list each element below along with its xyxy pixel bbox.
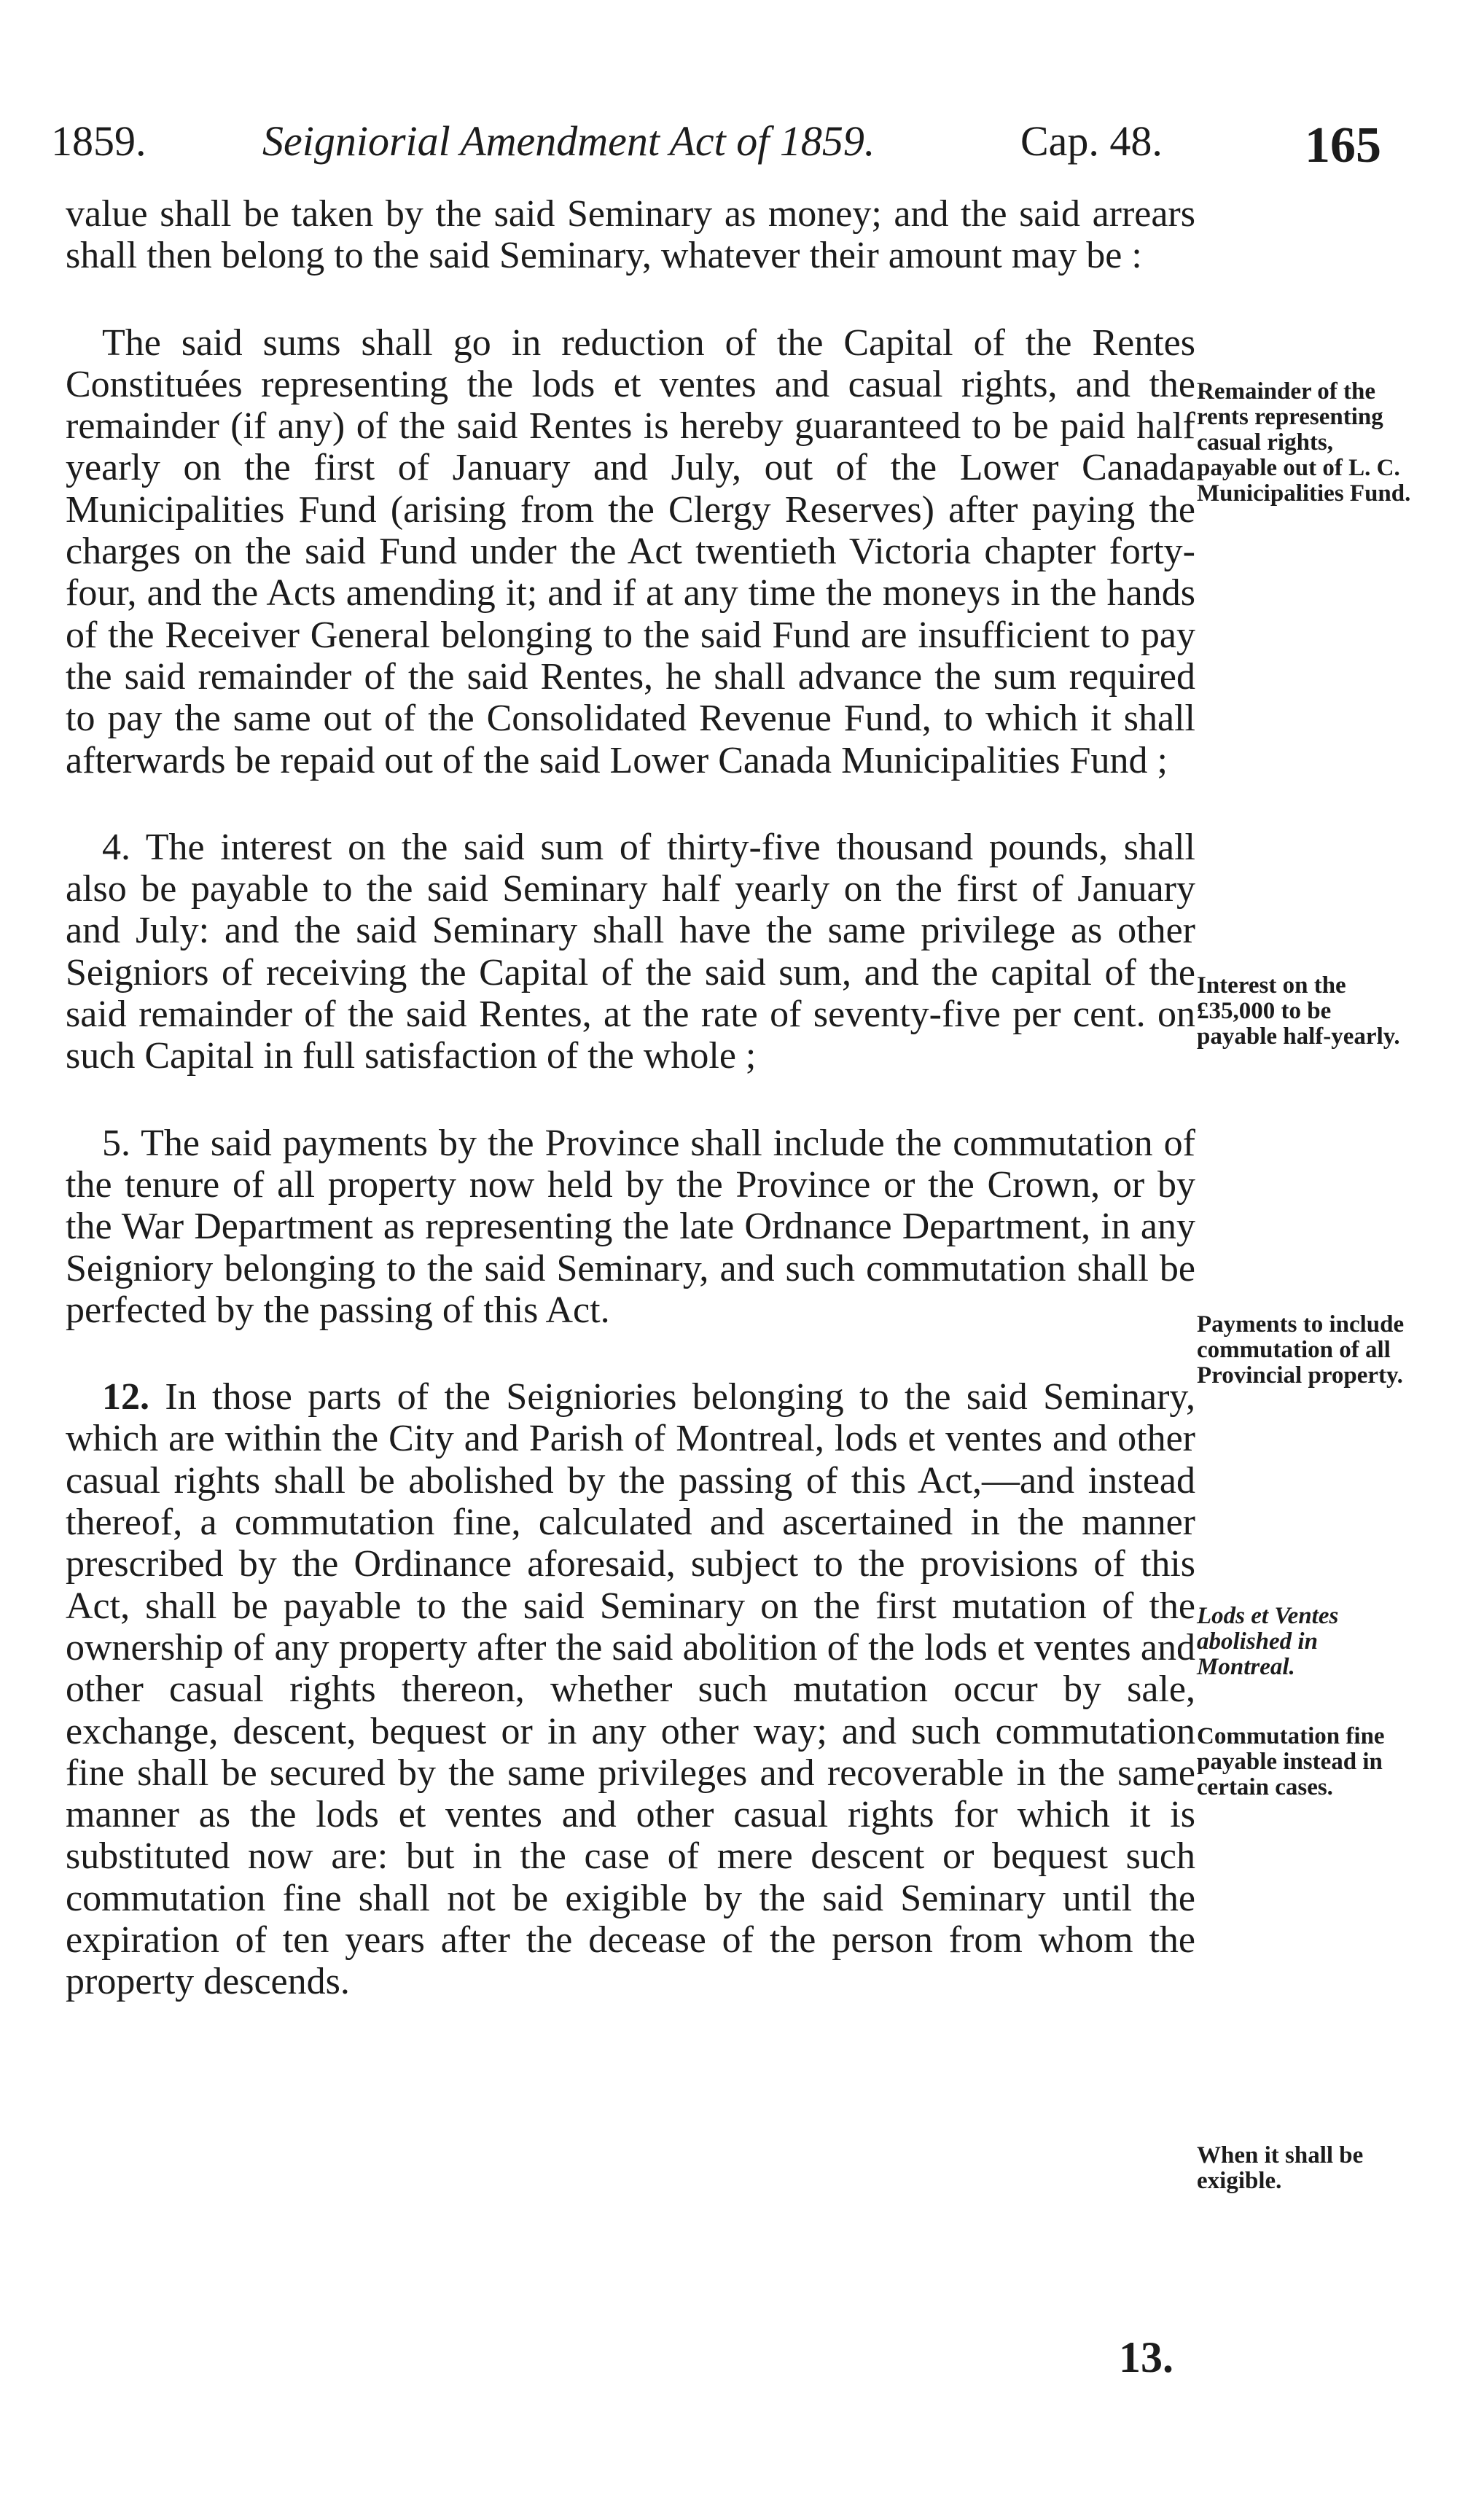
- margin-note-payments: Payments to include commutation of all Provincial property.: [1197, 1311, 1405, 1389]
- paragraph-rentes: The said sums shall go in reduction of the Capital of the Rentes Constituées representing the lods et ventes and casual rights, and the remainder (if any) of the said Rentes is hereby guaranteed to be paid half yearly on the first of January and July, out of the Lower Canada Municipalities Fund (arising from the Clergy Reserves) after paying the charges on the said Fund under the Act twentieth Victoria chapter forty-four, and the Acts amending it; and if at any time the moneys in the hands of the Receiver General belonging to the said Fund are insufficient to pay the said remainder of the said Rentes, he shall advance the sum required to pay the same out of the Consolidated Revenue Fund, to which it shall afterwards be repaid out of the said Lower Canada Municipalities Fund ;: [66, 321, 1195, 781]
- section-12-text: In those parts of the Seigniories belonging to the said Seminary, which are within the City and Parish of Montreal, lods et ventes and other casual rights shall be abolished by the passing of this Act,—and instead thereof, a commutation fine, calculated and ascertained in the manner prescribed by the Ordinance aforesaid, subject to the provisions of this Act, shall be payable to the said Seminary on the first mutation of the ownership of any property after the said abolition of the lods et ventes and other casual rights thereon, whether such mutation occur by sale, exchange, descent, bequest or in any other way; and such commutation fine shall be secured by the same privileges and recoverable in the same manner as the lods et ventes and other casual rights for which it is substituted now are: but in the case of mere descent or bequest such commutation fine shall not be exigible by the said Seminary until the expiration of ten years after the decease of the person from whom the property descends.: [66, 1376, 1196, 2003]
- paragraph-section-5: 5. The said payments by the Province shall include the commutation of the tenure of all property now held by the Province or the Crown, or by the War Department as representing the late Ordnance Department, in any Seigniory belonging to the said Seminary, and such commutation shall be perfected by the passing of this Act.: [66, 1122, 1195, 1331]
- margin-note-remainder: Remainder of the rents representing casual rights, payable out of L. C. Municipalities Fund.: [1197, 378, 1411, 507]
- body-text: [66, 193, 1195, 2003]
- margin-note-lods-et-ventes: Lods et Ventes abolished in Montreal.: [1197, 1603, 1339, 1680]
- header-year: 1859.: [51, 117, 147, 165]
- signature-mark: 13.: [1119, 2333, 1173, 2381]
- margin-note-interest: Interest on the £35,000 to be payable half-yearly.: [1197, 972, 1400, 1050]
- paragraph-section-4: 4. The interest on the said sum of thirty-five thousand pounds, shall also be payable to the said Seminary half yearly on the first of January and July: and the said Seminary shall have the same privilege as other Seigniors of receiving the Capital of the said sum, and the capital of the said remainder of the said Rentes, at the rate of seventy-five per cent. on such Capital in full satisfaction of the whole ;: [66, 826, 1195, 1077]
- header-title: Seigniorial Amendment Act of 1859.: [262, 117, 875, 165]
- margin-note-commutation: Commutation fine payable instead in certain cases.: [1197, 1723, 1385, 1800]
- margin-note-exigible: When it shall be exigible.: [1197, 2142, 1364, 2194]
- paragraph-continued: value shall be taken by the said Seminary as money; and the said arrears shall then belong to the said Seminary, whatever their amount may be :: [66, 193, 1195, 277]
- page-header: [51, 117, 1399, 182]
- section-number: 12.: [102, 1376, 149, 1418]
- header-chapter: Cap. 48.: [1020, 117, 1163, 165]
- page-number: 165: [1305, 117, 1381, 173]
- paragraph-section-12: [66, 1376, 1195, 2002]
